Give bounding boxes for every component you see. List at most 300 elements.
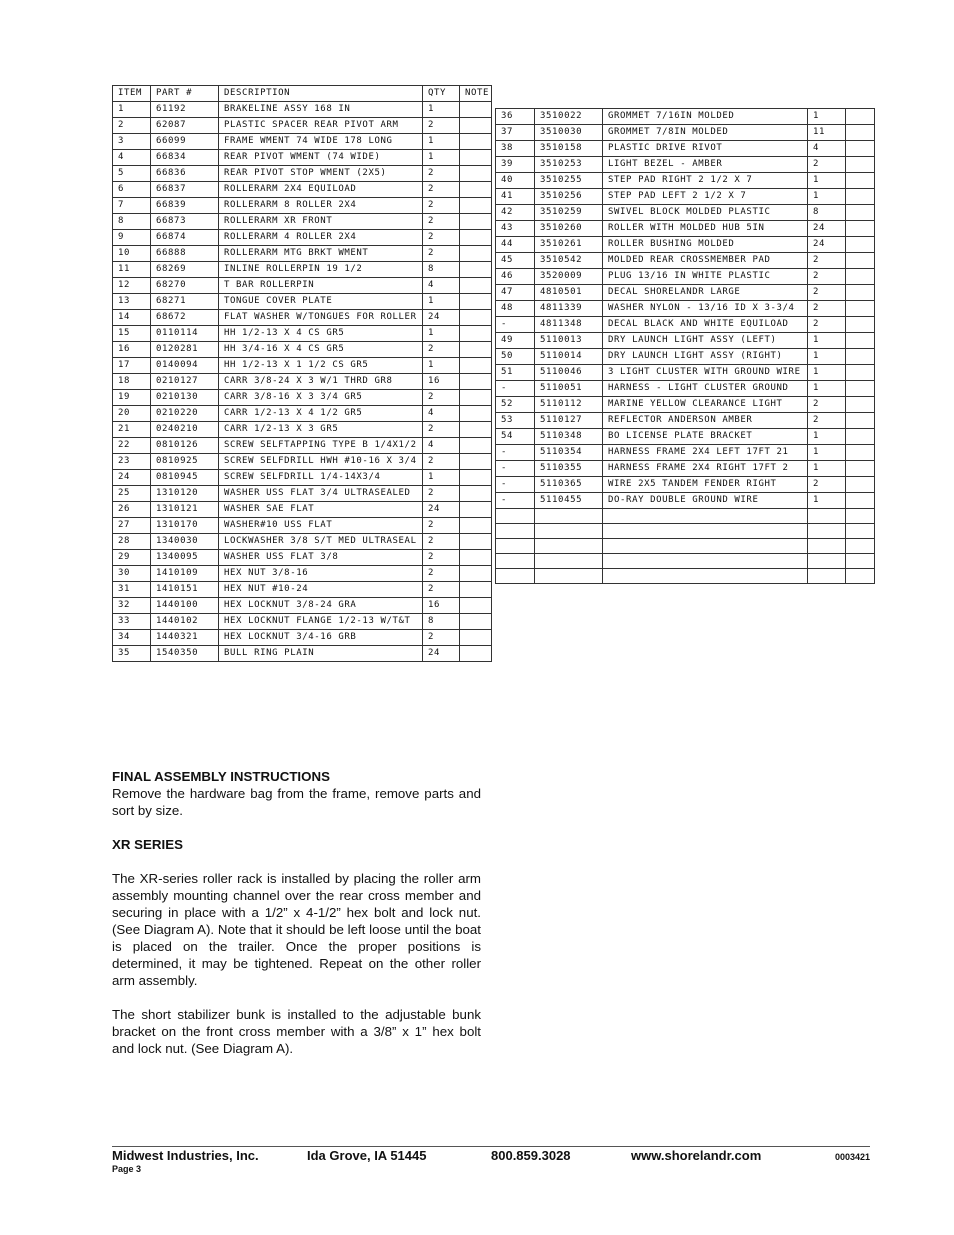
table-cell: 1: [423, 326, 460, 342]
table-cell: 38: [496, 141, 535, 157]
table-cell: [846, 397, 875, 413]
table-cell: 0210220: [151, 406, 219, 422]
table-row: [496, 493, 875, 509]
paragraph-stabilizer-bunk: The short stabilizer bunk is installed to the adjustable bunk bracket on the front cross member with a 3/8” x 1” hex bolt and lock nut. (See Diagram A).: [112, 1007, 481, 1056]
table-cell: [846, 554, 875, 569]
table-cell: 25: [113, 486, 151, 502]
table-cell: 5110112: [535, 397, 603, 413]
table-cell: ROLLER WITH MOLDED HUB 5IN: [603, 221, 808, 237]
table-cell: [846, 237, 875, 253]
table-row: [496, 445, 875, 461]
table-cell: [846, 569, 875, 584]
table-cell: BO LICENSE PLATE BRACKET: [603, 429, 808, 445]
table-cell: [460, 214, 492, 230]
table-cell: 4810501: [535, 285, 603, 301]
table-cell: 5110348: [535, 429, 603, 445]
table-cell: [808, 569, 846, 584]
footer-address: Ida Grove, IA 51445: [307, 1148, 427, 1163]
table-cell: 5110354: [535, 445, 603, 461]
table-cell: 8: [113, 214, 151, 230]
table-cell: [460, 278, 492, 294]
table-row: [496, 317, 875, 333]
table-cell: 32: [113, 598, 151, 614]
table-cell: 2: [423, 534, 460, 550]
table-row: [496, 509, 875, 524]
table-cell: [460, 374, 492, 390]
table-cell: 7: [113, 198, 151, 214]
table-cell: DRY LAUNCH LIGHT ASSY (LEFT): [603, 333, 808, 349]
table-row: [113, 454, 492, 470]
table-cell: 47: [496, 285, 535, 301]
table-cell: 4: [423, 438, 460, 454]
table-cell: 4: [808, 141, 846, 157]
table-row: [496, 189, 875, 205]
table-cell: [846, 157, 875, 173]
table-cell: 2: [808, 285, 846, 301]
table-cell: [846, 317, 875, 333]
table-cell: 2: [808, 477, 846, 493]
table-cell: 0210130: [151, 390, 219, 406]
table-cell: HEX NUT 3/8-16: [219, 566, 423, 582]
table-cell: [460, 598, 492, 614]
table-cell: 2: [423, 454, 460, 470]
table-row: [496, 333, 875, 349]
table-cell: [846, 189, 875, 205]
table-cell: [846, 493, 875, 509]
table-row: [113, 566, 492, 582]
table-row: [113, 358, 492, 374]
table-row: [113, 166, 492, 182]
table-cell: 3510158: [535, 141, 603, 157]
table-cell: 1: [423, 358, 460, 374]
table-cell: HEX LOCKNUT FLANGE 1/2-13 W/T&T: [219, 614, 423, 630]
table-cell: 44: [496, 237, 535, 253]
table-cell: 2: [808, 269, 846, 285]
table-cell: [460, 470, 492, 486]
table-cell: DECAL BLACK AND WHITE EQUILOAD: [603, 317, 808, 333]
footer-page-number: Page 3: [112, 1164, 142, 1174]
table-cell: [846, 365, 875, 381]
table-cell: ROLLERARM 4 ROLLER 2X4: [219, 230, 423, 246]
table-cell: 31: [113, 582, 151, 598]
table-row: [496, 125, 875, 141]
table-row: [496, 477, 875, 493]
table-cell: 3510255: [535, 173, 603, 189]
table-cell: 43: [496, 221, 535, 237]
table-cell: 68672: [151, 310, 219, 326]
table-cell: HARNESS FRAME 2X4 LEFT 17FT 21: [603, 445, 808, 461]
table-cell: 4811348: [535, 317, 603, 333]
table-row: [496, 461, 875, 477]
table-cell: 16: [113, 342, 151, 358]
table-row: [113, 550, 492, 566]
table-cell: [846, 413, 875, 429]
instructions: [112, 768, 481, 1057]
table-cell: 0240210: [151, 422, 219, 438]
table-cell: 2: [423, 518, 460, 534]
table-cell: 5110051: [535, 381, 603, 397]
table-row: [113, 598, 492, 614]
table-cell: REFLECTOR ANDERSON AMBER: [603, 413, 808, 429]
table-row: [113, 182, 492, 198]
table-cell: 54: [496, 429, 535, 445]
table-cell: [460, 614, 492, 630]
table-cell: 1340095: [151, 550, 219, 566]
table-cell: [535, 524, 603, 539]
table-row: [113, 630, 492, 646]
table-cell: 1: [808, 349, 846, 365]
footer-divider: [112, 1146, 870, 1147]
table-cell: 34: [113, 630, 151, 646]
table-cell: HEX LOCKNUT 3/8-24 GRA: [219, 598, 423, 614]
table-cell: 2: [423, 246, 460, 262]
table-cell: [535, 509, 603, 524]
table-cell: MARINE YELLOW CLEARANCE LIGHT: [603, 397, 808, 413]
table-cell: 2: [423, 566, 460, 582]
table-cell: 30: [113, 566, 151, 582]
table-cell: 3 LIGHT CLUSTER WITH GROUND WIRE: [603, 365, 808, 381]
table-cell: CARR 3/8-16 X 3 3/4 GR5: [219, 390, 423, 406]
table-cell: [460, 102, 492, 118]
table-cell: BRAKELINE ASSY 168 IN: [219, 102, 423, 118]
table-cell: FLAT WASHER W/TONGUES FOR ROLLER: [219, 310, 423, 326]
table-cell: 2: [423, 550, 460, 566]
table-cell: 1340030: [151, 534, 219, 550]
table-row: [496, 237, 875, 253]
table-row: [496, 349, 875, 365]
table-cell: 68271: [151, 294, 219, 310]
table-cell: [603, 509, 808, 524]
table-cell: [846, 301, 875, 317]
table-cell: 53: [496, 413, 535, 429]
table-cell: 2: [423, 630, 460, 646]
table-cell: [846, 125, 875, 141]
table-cell: WIRE 2X5 TANDEM FENDER RIGHT: [603, 477, 808, 493]
table-cell: WASHER SAE FLAT: [219, 502, 423, 518]
table-row: [113, 422, 492, 438]
table-cell: [603, 554, 808, 569]
table-cell: [846, 381, 875, 397]
table-row: [496, 365, 875, 381]
table-cell: HEX NUT #10-24: [219, 582, 423, 598]
table-row: [496, 554, 875, 569]
table-cell: SCREW SELFTAPPING TYPE B 1/4X1/2: [219, 438, 423, 454]
table-cell: 48: [496, 301, 535, 317]
table-cell: 8: [423, 262, 460, 278]
table-cell: 2: [808, 157, 846, 173]
table-cell: [846, 109, 875, 125]
table-row: [113, 198, 492, 214]
table-cell: 2: [423, 214, 460, 230]
table-cell: 24: [808, 221, 846, 237]
table-cell: 66837: [151, 182, 219, 198]
table-cell: 41: [496, 189, 535, 205]
column-header: ITEM: [113, 86, 151, 102]
table-cell: BULL RING PLAIN: [219, 646, 423, 662]
column-header: NOTE: [460, 86, 492, 102]
table-cell: 46: [496, 269, 535, 285]
table-cell: 2: [423, 486, 460, 502]
table-cell: 68270: [151, 278, 219, 294]
table-cell: 2: [423, 422, 460, 438]
table-row: [496, 141, 875, 157]
table-cell: DECAL SHORELANDR LARGE: [603, 285, 808, 301]
table-cell: HARNESS - LIGHT CLUSTER GROUND: [603, 381, 808, 397]
table-cell: 5110014: [535, 349, 603, 365]
table-row: [113, 326, 492, 342]
table-cell: 1: [423, 150, 460, 166]
table-cell: [460, 566, 492, 582]
table-cell: WASHER USS FLAT 3/8: [219, 550, 423, 566]
table-cell: [846, 205, 875, 221]
table-cell: WASHER USS FLAT 3/4 ULTRASEALED: [219, 486, 423, 502]
table-cell: 2: [808, 413, 846, 429]
table-cell: 2: [423, 342, 460, 358]
table-cell: 1: [808, 461, 846, 477]
table-row: [496, 285, 875, 301]
table-cell: [846, 349, 875, 365]
parts-table-1: [112, 85, 492, 662]
table-cell: CARR 1/2-13 X 3 GR5: [219, 422, 423, 438]
table-cell: [460, 438, 492, 454]
table-cell: 1410151: [151, 582, 219, 598]
table-cell: [460, 166, 492, 182]
table-cell: 16: [423, 374, 460, 390]
table-row: [496, 221, 875, 237]
table-cell: 22: [113, 438, 151, 454]
table-row: [496, 301, 875, 317]
table-row: [496, 173, 875, 189]
table-cell: [460, 518, 492, 534]
table-cell: 66834: [151, 150, 219, 166]
table-cell: [535, 539, 603, 554]
table-cell: [496, 569, 535, 584]
table-cell: 1310120: [151, 486, 219, 502]
table-cell: 2: [808, 301, 846, 317]
table-cell: [460, 230, 492, 246]
table-cell: 66888: [151, 246, 219, 262]
table-cell: 21: [113, 422, 151, 438]
table-row: [113, 118, 492, 134]
footer-website: www.shorelandr.com: [631, 1148, 762, 1163]
table-cell: PLUG 13/16 IN WHITE PLASTIC: [603, 269, 808, 285]
parts-table-2: [495, 108, 875, 584]
table-cell: T BAR ROLLERPIN: [219, 278, 423, 294]
table-cell: 5110127: [535, 413, 603, 429]
table-row: [113, 278, 492, 294]
table-row: [496, 413, 875, 429]
table-cell: 24: [113, 470, 151, 486]
table-cell: [603, 569, 808, 584]
table-row: [496, 539, 875, 554]
table-cell: 5110355: [535, 461, 603, 477]
table-cell: 8: [423, 614, 460, 630]
table-cell: [846, 173, 875, 189]
table-cell: SCREW SELFDRILL HWH #10-16 X 3/4: [219, 454, 423, 470]
column-header: QTY: [423, 86, 460, 102]
table-cell: HARNESS FRAME 2X4 RIGHT 17FT 2: [603, 461, 808, 477]
table-cell: WASHER NYLON - 13/16 ID X 3-3/4: [603, 301, 808, 317]
table-row: [496, 397, 875, 413]
table-cell: 3520009: [535, 269, 603, 285]
table-cell: [460, 182, 492, 198]
table-cell: 28: [113, 534, 151, 550]
table-row: [113, 310, 492, 326]
table-cell: 1: [808, 333, 846, 349]
table-cell: 52: [496, 397, 535, 413]
table-cell: [460, 310, 492, 326]
table-cell: 5: [113, 166, 151, 182]
table-cell: 33: [113, 614, 151, 630]
table-cell: HH 1/2-13 X 1 1/2 CS GR5: [219, 358, 423, 374]
table-cell: 1: [808, 365, 846, 381]
table-cell: 1: [113, 102, 151, 118]
table-cell: [460, 534, 492, 550]
footer-company: Midwest Industries, Inc.: [112, 1148, 259, 1163]
table-cell: REAR PIVOT STOP WMENT (2X5): [219, 166, 423, 182]
table-cell: 3510260: [535, 221, 603, 237]
table-cell: 26: [113, 502, 151, 518]
table-cell: 1440100: [151, 598, 219, 614]
table-cell: REAR PIVOT WMENT (74 WIDE): [219, 150, 423, 166]
table-cell: 1: [808, 429, 846, 445]
table-cell: 2: [423, 582, 460, 598]
paragraph-hardware-bag: Remove the hardware bag from the frame, remove parts and sort by size.: [112, 786, 481, 818]
table-row: [113, 614, 492, 630]
table-row: [113, 534, 492, 550]
table-cell: MOLDED REAR CROSSMEMBER PAD: [603, 253, 808, 269]
table-cell: [460, 646, 492, 662]
table-cell: 3510030: [535, 125, 603, 141]
table-cell: [460, 550, 492, 566]
table-row: [496, 269, 875, 285]
table-cell: [460, 454, 492, 470]
table-cell: 3510256: [535, 189, 603, 205]
table-cell: [808, 554, 846, 569]
table-row: [496, 569, 875, 584]
table-cell: 2: [113, 118, 151, 134]
table-cell: 68269: [151, 262, 219, 278]
table-cell: 36: [496, 109, 535, 125]
table-cell: 2: [423, 230, 460, 246]
table-row: [113, 102, 492, 118]
table-cell: [460, 150, 492, 166]
table-cell: 1: [423, 102, 460, 118]
table-row: [113, 470, 492, 486]
table-cell: 0810945: [151, 470, 219, 486]
table-cell: GROMMET 7/8IN MOLDED: [603, 125, 808, 141]
table-cell: [808, 524, 846, 539]
table-cell: 24: [808, 237, 846, 253]
heading-xr-series: XR SERIES: [112, 837, 183, 852]
table-row: [113, 646, 492, 662]
table-cell: 1: [808, 445, 846, 461]
table-cell: ROLLERARM XR FRONT: [219, 214, 423, 230]
table-cell: 4811339: [535, 301, 603, 317]
table-cell: GROMMET 7/16IN MOLDED: [603, 109, 808, 125]
table-cell: STEP PAD RIGHT 2 1/2 X 7: [603, 173, 808, 189]
table-row: [113, 230, 492, 246]
table-cell: [846, 253, 875, 269]
table-cell: [846, 221, 875, 237]
column-header: PART #: [151, 86, 219, 102]
table-cell: 4: [423, 406, 460, 422]
table-cell: [460, 358, 492, 374]
table-row: [496, 205, 875, 221]
table-header-row: [113, 86, 492, 102]
footer-doc-number: 0003421: [835, 1152, 871, 1162]
table-cell: 0210127: [151, 374, 219, 390]
table-cell: 66836: [151, 166, 219, 182]
table-cell: 1: [808, 189, 846, 205]
table-cell: -: [496, 381, 535, 397]
table-cell: 66839: [151, 198, 219, 214]
table-cell: 1: [808, 493, 846, 509]
table-cell: 3: [113, 134, 151, 150]
table-cell: [460, 630, 492, 646]
table-cell: 2: [423, 390, 460, 406]
table-cell: -: [496, 317, 535, 333]
table-cell: 15: [113, 326, 151, 342]
table-cell: 12: [113, 278, 151, 294]
table-cell: [808, 509, 846, 524]
table-cell: 1310170: [151, 518, 219, 534]
table-cell: 2: [423, 182, 460, 198]
table-cell: [496, 539, 535, 554]
table-cell: 11: [808, 125, 846, 141]
table-cell: 0120281: [151, 342, 219, 358]
table-cell: 6: [113, 182, 151, 198]
table-cell: 0140094: [151, 358, 219, 374]
table-cell: HH 3/4-16 X 4 CS GR5: [219, 342, 423, 358]
table-cell: 8: [808, 205, 846, 221]
table-cell: DRY LAUNCH LIGHT ASSY (RIGHT): [603, 349, 808, 365]
table-row: [496, 429, 875, 445]
table-row: [113, 214, 492, 230]
table-cell: [846, 429, 875, 445]
table-row: [113, 342, 492, 358]
table-row: [496, 524, 875, 539]
table-cell: -: [496, 477, 535, 493]
table-cell: [496, 554, 535, 569]
table-row: [113, 150, 492, 166]
table-cell: [603, 524, 808, 539]
table-cell: 66873: [151, 214, 219, 230]
paragraph-xr-series: The XR-series roller rack is installed by placing the roller arm assembly mounting channel over the rear cross member and securing in place with a 1/2” x 4-1/2” hex bolt and lock nut. (See Diagram A). Note that it should be left loose until the boat is placed on the trailer. Once the proper positions is determined, it may be tightened. Repeat on the other roller arm assembly.: [112, 871, 481, 988]
table-cell: WASHER#10 USS FLAT: [219, 518, 423, 534]
table-cell: [535, 554, 603, 569]
table-cell: LIGHT BEZEL - AMBER: [603, 157, 808, 173]
table-cell: [846, 141, 875, 157]
table-row: [113, 246, 492, 262]
table-cell: [846, 333, 875, 349]
table-row: [113, 406, 492, 422]
table-cell: SWIVEL BLOCK MOLDED PLASTIC: [603, 205, 808, 221]
table-cell: 1410109: [151, 566, 219, 582]
table-cell: [460, 326, 492, 342]
table-row: [113, 294, 492, 310]
table-cell: PLASTIC SPACER REAR PIVOT ARM: [219, 118, 423, 134]
table-cell: 2: [808, 253, 846, 269]
table-cell: 4: [423, 278, 460, 294]
table-cell: 1: [423, 470, 460, 486]
table-cell: ROLLERARM 2X4 EQUILOAD: [219, 182, 423, 198]
table-cell: 1440321: [151, 630, 219, 646]
table-cell: [603, 539, 808, 554]
table-cell: 35: [113, 646, 151, 662]
table-cell: 3510542: [535, 253, 603, 269]
table-cell: [846, 461, 875, 477]
